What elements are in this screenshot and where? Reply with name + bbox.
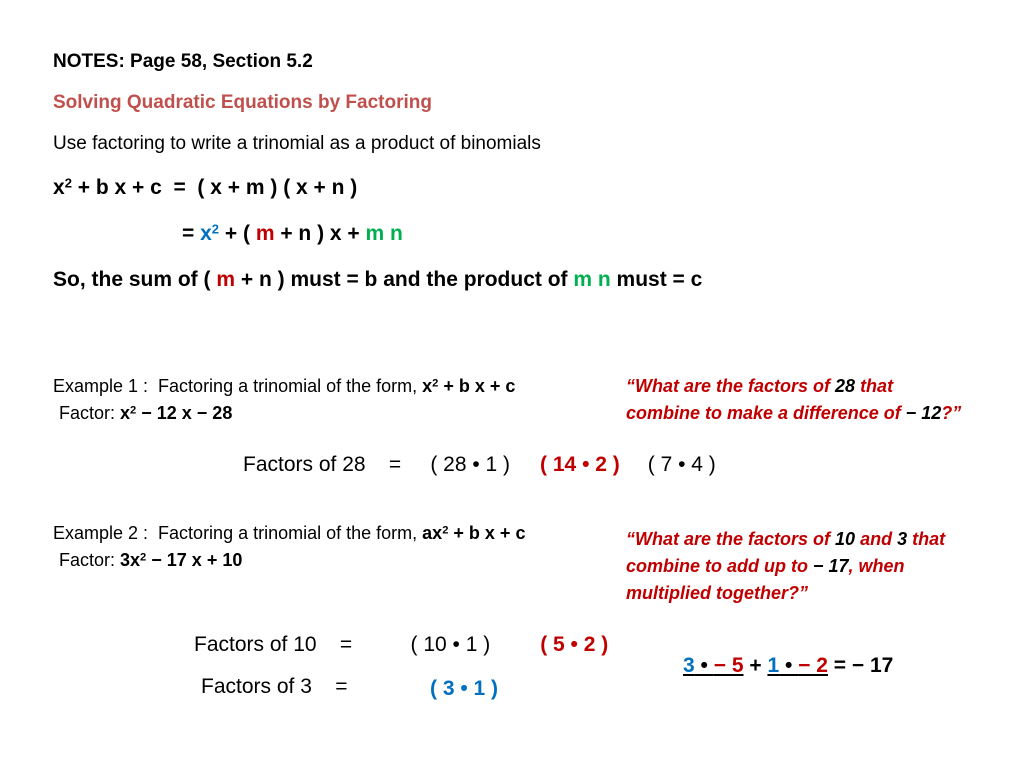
example-1-form-exp: 2	[432, 377, 439, 390]
example-2-quote-d: , when	[848, 556, 905, 576]
formula-1-rest: + b x + c = ( x + m ) ( x + n )	[71, 176, 358, 199]
formula-2-eq: =	[182, 222, 201, 245]
example-2-question-line-2	[626, 556, 905, 577]
summary-mn: m n	[573, 268, 611, 291]
formula-2-plus-n: + n ) x +	[274, 222, 366, 245]
example-2-question-line-1	[626, 529, 945, 550]
example-2-quote-c: combine to add up to	[626, 556, 813, 576]
example-1-factors-last: ( 7 • 4 )	[647, 453, 716, 476]
summary-line	[53, 268, 702, 292]
example-2-factor-label: Factor:	[59, 550, 121, 570]
example-1-factor-expr	[120, 403, 232, 423]
example-1-label-text: Example 1 : Factoring a trinomial of the form,	[53, 376, 423, 396]
example-1-question-line-2	[626, 403, 961, 424]
check-a: 3	[683, 654, 695, 677]
example-1-quote-a: “What are the factors of	[626, 376, 836, 396]
check-plus: +	[743, 654, 768, 677]
formula-2-exp: 2	[211, 221, 220, 237]
check-c: 1	[767, 654, 780, 677]
formula-line-2	[182, 222, 403, 246]
example-1-quote-n2: − 12	[905, 403, 942, 423]
formula-line-1	[53, 176, 357, 200]
example-2-label-text: Example 2 : Factoring a trinomial of the form,	[53, 523, 423, 543]
example-1-factors-highlight: ( 14 • 2 )	[540, 453, 620, 476]
example-2-factor-exp: 2	[140, 551, 147, 564]
intro-text: Use factoring to write a trinomial as a product of binomials	[53, 133, 541, 154]
example-1-label	[53, 376, 515, 397]
summary-part-3: must = c	[610, 268, 703, 291]
example-1-factors-label: Factors of 28 = ( 28 • 1 )	[243, 453, 511, 476]
example-2-factors-10-line	[194, 633, 608, 657]
example-2-factors-3-label: Factors of 3 =	[201, 675, 348, 698]
example-1-form	[422, 376, 515, 396]
example-1-quote-b: that	[855, 376, 894, 396]
example-2-form-rest: + b x + c	[448, 523, 526, 543]
example-2-quote-a: “What are the factors of	[626, 529, 836, 549]
example-2-form	[422, 523, 525, 543]
check-result: = − 17	[827, 654, 894, 677]
summary-m: m	[216, 268, 236, 291]
example-2-question-line-3	[626, 583, 808, 604]
example-2-quote-e: multiplied together?”	[626, 583, 808, 603]
check-dot-2: •	[779, 654, 799, 677]
example-1-factor-label: Factor:	[59, 403, 121, 423]
example-2-quote-b: that	[907, 529, 946, 549]
check-d: − 2	[798, 654, 828, 677]
example-1-factor	[59, 403, 232, 424]
example-2-check-equation	[683, 654, 893, 678]
example-2-label	[53, 523, 525, 544]
example-2-quote-and: and	[855, 529, 898, 549]
example-1-factors-line	[243, 453, 716, 477]
example-1-factor-x: x	[120, 403, 131, 423]
notes-header: NOTES: Page 58, Section 5.2	[53, 51, 313, 72]
example-1-factor-rest: − 12 x − 28	[136, 403, 233, 423]
summary-part-2: + n ) must = b and the product of	[235, 268, 574, 291]
example-2-factor	[59, 550, 242, 571]
example-2-factor-rest: − 17 x + 10	[146, 550, 243, 570]
formula-1-exp: 2	[64, 175, 72, 191]
example-1-factor-exp: 2	[130, 404, 137, 417]
check-dot-1: •	[694, 654, 714, 677]
example-2-form-ax: ax	[422, 523, 443, 543]
example-2-form-exp: 2	[442, 524, 449, 537]
example-2-quote-n2: 3	[897, 529, 908, 549]
formula-2-m: m	[255, 222, 275, 245]
summary-part-1: So, the sum of (	[53, 268, 217, 291]
example-2-factors-3-line	[201, 675, 347, 699]
example-1-quote-c: combine to make a difference of	[626, 403, 906, 423]
example-1-form-rest: + b x + c	[438, 376, 516, 396]
example-1-question-line-1	[626, 376, 893, 397]
page-title: Solving Quadratic Equations by Factoring	[53, 92, 432, 113]
formula-2-x: x	[200, 222, 212, 245]
example-2-factor-x: 3x	[120, 550, 141, 570]
formula-2-plus-paren: + (	[219, 222, 256, 245]
example-2-factors-3-highlight: ( 3 • 1 )	[430, 677, 499, 700]
check-b: − 5	[713, 654, 744, 677]
example-1-quote-n1: 28	[835, 376, 856, 396]
example-2-factors-10-label: Factors of 10 = ( 10 • 1 )	[194, 633, 491, 656]
formula-2-mn: m n	[365, 222, 403, 245]
example-2-quote-n1: 10	[835, 529, 856, 549]
example-2-factors-10-highlight: ( 5 • 2 )	[540, 633, 609, 656]
example-1-quote-d: ?”	[941, 403, 962, 423]
example-2-quote-n3: − 17	[813, 556, 849, 576]
example-2-factor-expr	[120, 550, 242, 570]
formula-1-x: x	[53, 176, 65, 199]
example-1-form-x: x	[422, 376, 433, 396]
